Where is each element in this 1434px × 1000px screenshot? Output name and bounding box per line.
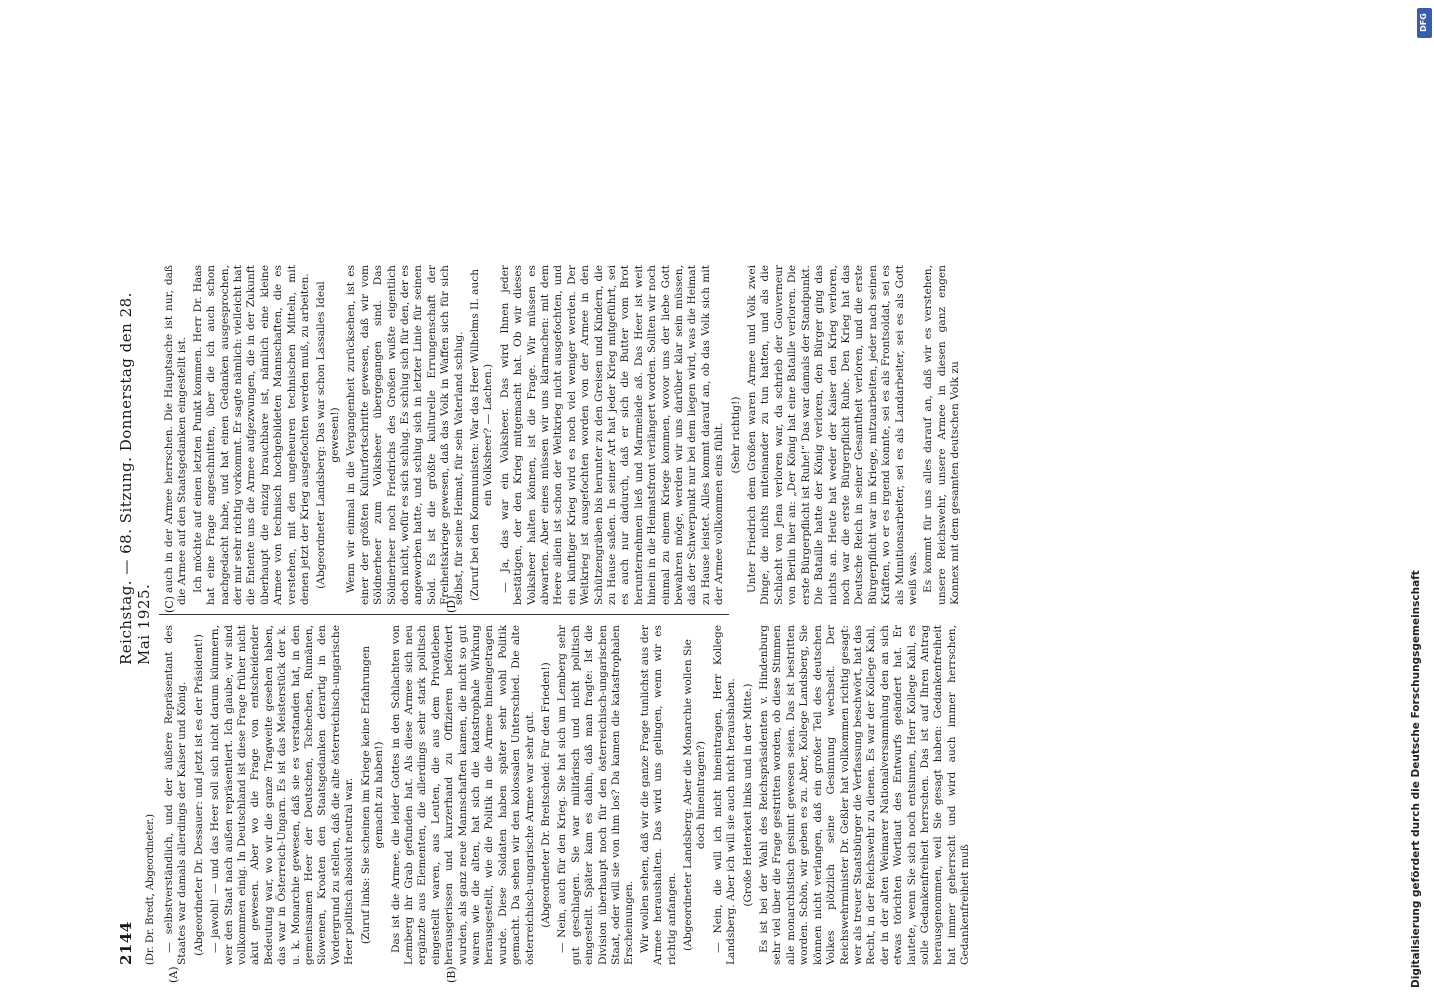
paragraph: — selbstverständlich, und der äußere Repräsentant des Staates war damals allerdings der Kaiser und König.: [163, 625, 189, 965]
paragraph: — Nein, die will ich nicht hineintragen, Herr Kollege Landsberg. Aber ich will sie auch nicht heraushaben.: [711, 625, 738, 965]
interjection: (Abgeordneter Landsberg: Aber die Monarchie wollen Sie doch hineintragen?): [682, 639, 708, 951]
paragraph: — jawohl! — und das Heer soll sich nicht darum kümmern, wer den Staat nach außen repräsentiert. Ich glaube, wir sind vollkommen einig. In Deutschland ist diese Frage früher nicht akut gewesen. Aber wo die Frage von entscheidender Bedeutung war, wo wir die ganze Tragweite gesehen haben, das war in Österreich-Ungarn. Es ist das Meisterstück der k. u. k. Monarchie gewesen, daß sie es verstanden hat, in den gemeinsamen Heer der Deutschen, Tschechen, Rumänen, Slowenen, Kroaten den Staatsgedanken derartig in den Vordergrund zu stellen, daß die alte österreichisch-ungarische Heer politisch absolut neutral war.: [209, 625, 356, 965]
paragraph: Es kommt für uns alles darauf an, daß wir es verstehen, unsere Reichswehr, unsere Armee in diesen ganz engen Konnex mit dem gesamten deutschen Volk zu: [922, 265, 962, 605]
interjection: (Sehr richtig!): [729, 396, 742, 474]
interjection: (Abgeordneter Landsberg: Das war schon Lassalles Ideal gewesen!): [315, 281, 341, 589]
dfg-logo: [1417, 8, 1432, 38]
right-column: [163, 265, 965, 605]
page-number: 2144: [117, 921, 135, 965]
interjection: (Zuruf bei den Kommunisten: War das Heer Wilhelms II. auch ein Volksheer? — Lachen.): [468, 268, 495, 602]
interjection: (Abgeordneter Dr. Dessauer: und jetzt ist es der Präsident!): [192, 634, 205, 956]
margin-marker-d: (D): [445, 595, 458, 613]
paragraph: Unter Friedrich dem Großen waren Armee und Volk zwei Dinge, die nichts miteinander zu tun hatten, und als die Schlacht von Jena verloren war, da schrieb der Gouverneur von Berlin hier an: „Der König hat eine Bataille verloren. Die erste Bürgerpflicht ist Ruhe!“ Das war damals der Standpunkt. Die Bataille hatte der König verloren, den Bürger ging das nichts an. Heute hat weder der Kaiser den Krieg verloren, noch war die erste Bürgerpflicht Ruhe. Den Krieg hat das Deutsche Reich in seiner Gesamtheit verloren, und die erste Bürgerpflicht war im Kriege, mitzuarbeiten, jeder nach seinen Kräften, wo er es irgend konnte, sei es als Frontsoldat, sei es als Munitionsarbeiter, sei es als Landarbeiter, sei es als Gott weiß was.: [746, 265, 919, 605]
column-rule: [159, 614, 729, 615]
paragraph: auch in der Armee herrschen. Die Hauptsache ist nur, daß die Armee auf den Staatsgedanken eingestellt ist.: [163, 265, 189, 605]
side-credit: [1410, 8, 1430, 993]
interjection: (Abgeordneter Dr. Breitscheid: Für den Frieden!): [539, 662, 552, 928]
margin-marker-a: (A): [167, 966, 180, 983]
speaker-line: (Dr. Dr. Bredt, Abgeordneter.): [145, 813, 156, 965]
paragraph: — Nein, auch für den Krieg. Sie hat sich um Lemberg sehr gut geschlagen. Sie war militärisch und nicht politisch eingestellt. Später kam es dahin, daß man fragte: Ist die Division überhaupt noch für den österreichisch-ungarischen Staat, oder will sie von ihm los? Da kamen die katastrophalen Erscheinungen.: [556, 625, 636, 965]
paragraph: Ich möchte auf einen letzten Punkt kommen. Herr Dr. Haas hat eine Frage angeschnitten, über die ich auch schon nachgedacht habe, und hat einen Gedanken ausgesprochen, der mir sehr richtig vorkommt. Er sagte nämlich: vielleicht hat die Entente uns die Armee aufgezwungen, die in der Zukunft überhaupt die einzig brauchbare ist, nämlich eine kleine Armee von technisch hochgebildeten Mannschaften, die es verstehen, mit den ungeheuren technischen Mitteln, mit denen jetzt der Krieg ausgefochten werden muß, zu arbeiten.: [191, 265, 312, 605]
paragraph: Wenn wir einmal in die Vergangenheit zurücksehen, ist es einer der größten Kulturfortschritte gewesen, daß wir vom Söldnerheer zum Volksheer übergegangen sind. Das Söldnerheer noch Friedrichs des Großen wußte eigentlich doch nicht, wofür es sich schlug. Es schlug sich für den, der es angeworben hatte, und schlug sich in letzter Linie für seinen Sold. Es ist die größte kulturelle Errungenschaft der Freiheitskriege gewesen, daß das Volk in Waffen sich für sich selbst, für seine Heimat, für sein Vaterland schlug.: [345, 265, 465, 605]
funding-note: Digitalisierung gefördert durch die Deutsche Forschungsgemeinschaft: [1410, 570, 1422, 988]
paragraph: Wir wollen sehen, daß wir die ganze Frage tunlichst aus der Armee heraushalten. Das wird uns gelingen, wenn wir es richtig anfangen.: [638, 625, 678, 965]
margin-marker-c: (C): [163, 596, 176, 613]
left-column: [163, 625, 975, 965]
header-title: Reichstag. — 68. Sitzung. Donnerstag den 28. Mai 1925.: [117, 292, 153, 665]
dfg-logo-text: DFG: [1418, 13, 1428, 32]
paragraph: Das ist die Armee, die leider Gottes in den Schlachten von Lemberg ihr Grab gefunden hat. Als diese Armee sich neu ergänzte aus Elementen, die allerdings sehr stark politisch eingestellt waren, aus Leuten, die aus dem Privatleben herausgerissen und kurzerhand zu Offizieren befördert wurden, als ganz neue Mannschaften kamen, die nicht so gut waren wie die alten, hat sich die katastrophale Wirkung herausgestellt, wie die Politik in die Armee hineingetragen wurde. Diese Soldaten haben später sehr wohl Politik gemacht. Da sehen wir den kolossalen Unterschied. Die alte österreichisch-ungarische Armee war sehr gut.: [389, 625, 536, 965]
paragraph: — Ja, das war ein Volksheer. Das wird Ihnen jeder bestätigen, der den Krieg mitgemacht hat. Ob wir dieses Volksheer halten können, ist die Frage. Wir müssen es abwarten. Aber eines müssen wir uns klarmachen: mit dem Heere allein ist schon der Weltkrieg nicht ausgefochten, und ein künftiger Krieg wird es noch viel weniger werden. Der Weltkrieg ist ausgefochten worden von der Armee in den Schützengräben bis herunter zu den Greisen und Kindern, die zu Hause saßen. In seiner Art hat jeder Krieg mitgeführt, sei es auch nur dadurch, daß er sich die Butter vom Brot herunternehmen ließ und Marmelade aß. Das Heer ist weit hinein in die Heimatsfront verlängert worden. Sollten wir noch einmal zu einem Kriege kommen, wovor uns der liebe Gott bewahren möge, werden wir uns darüber klar sein müssen, daß der Schwerpunkt nur bei dem liegen wird, was die Heimat zu Hause leistet. Alles kommt darauf an, ob das Volk sich mit der Armee vollkommen eins fühlt.: [498, 265, 726, 605]
paragraph: Es ist bei der Wahl des Reichspräsidenten v. Hindenburg sehr viel über die Frage gestritten worden, ob diese Stimmen alle monarchistisch gesinnt gewesen seien. Das ist bestritten worden. Schön, wir geben es zu. Aber, Kollege Landsberg, Sie können nicht verlangen, daß ein großer Teil des deutschen Volkes plötzlich seine Gesinnung wechselt. Der Reichswehrminister Dr. Geßler hat vollkommen richtig gesagt: wer als treuer Staatsbürger die Verfassung beschwört, hat das Recht, in der Reichswehr zu dienen. Es war der Kollege Kahl, der in der alten Weimarer Nationalversammlung den an sich etwas törichten Wortlaut des Entwurfs geändert hat. Er lautete, wenn Sie sich noch entsinnen, Herr Kollege Kahl, es solle Gedankenfreiheit herrschen. Das ist auf Ihren Antrag herausgenommen, weil Sie gesagt haben: Gedankenfreiheit hat immer geherrscht und wird auch immer herrschen, Gedankenfreiheit muß: [758, 625, 972, 965]
interjection: (Zuruf links: Sie scheinen im Kriege keine Erfahrungen gemacht zu haben!): [359, 645, 386, 945]
rotated-page: [115, 265, 972, 983]
margin-marker-b: (B): [445, 966, 458, 983]
interjection: (Große Heiterkeit links und in der Mitte.): [741, 683, 754, 907]
